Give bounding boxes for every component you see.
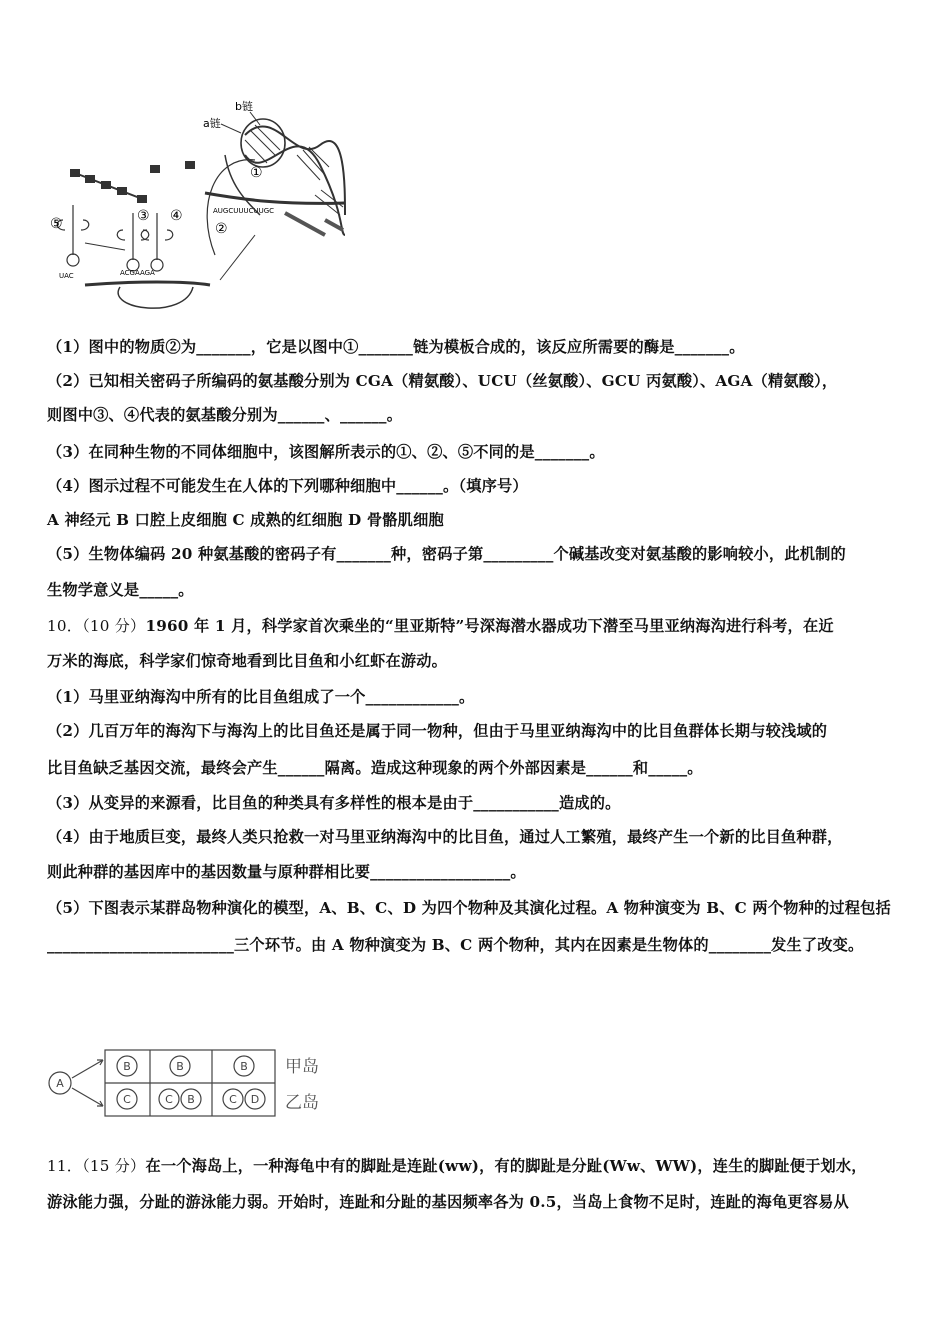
q10-part5-cont: ________________________三个环节。由 A 物种演变为 B、C 两个物种，其内在因素是生物体的________发生了改变。 <box>47 936 864 954</box>
arrow-to-island2 <box>72 1088 103 1106</box>
species-a: A <box>56 1077 64 1090</box>
rna-segment <box>225 155 260 215</box>
label-4: ④ <box>170 208 183 224</box>
strand-bases: AUGCUUUCUUGC <box>213 207 275 215</box>
island-speciation-figure <box>45 1048 335 1120</box>
q11-intro <box>47 1156 910 1176</box>
island1-species: B <box>123 1060 131 1073</box>
q9-part1: （1）图中的物质②为_______，它是以图中①_______链为模板合成的，该反应所需要的酶是_______。 <box>47 338 745 356</box>
q10-part2-cont: 比目鱼缺乏基因交流，最终会产生______隔离。造成这种现象的两个外部因素是______和_____。 <box>47 759 703 777</box>
mrna-codons: ACGAAGA <box>120 269 155 277</box>
q10-intro <box>47 616 910 636</box>
q10-part5: （5）下图表示某群岛物种演化的模型，A、B、C、D 为四个物种及其演化过程。A 物种演变为 B、C 两个物种的过程包括 <box>47 899 891 917</box>
q10-part1: （1）马里亚纳海沟中所有的比目鱼组成了一个____________。 <box>47 688 475 706</box>
label-5: ⑤ <box>50 216 63 232</box>
q9-part5: （5）生物体编码 20 种氨基酸的密码子有_______种，密码子第_________个碱基改变对氨基酸的影响较小，此机制的 <box>47 545 846 563</box>
island2-species: C <box>229 1093 237 1106</box>
arrow-trna-out <box>85 243 125 250</box>
q11-intro-text: 在一个海岛上，一种海龟中有的脚趾是连趾(ww)，有的脚趾是分趾(Ww、WW)，连生的脚趾便于划水， <box>145 1157 867 1175</box>
q10-part4: （4）由于地质巨变，最终人类只抢救一对马里亚纳海沟中的比目鱼，通过人工繁殖，最终产生一个新的比目鱼种群， <box>47 828 843 846</box>
island2-species: C <box>123 1093 131 1106</box>
q10-intro-cont: 万米的海底，科学家们惊奇地看到比目鱼和小红虾在游动。 <box>47 652 448 670</box>
q9-part5-cont: 生物学意义是_____。 <box>47 581 194 599</box>
q10-part4-cont: 则此种群的基因库中的基因数量与原种群相比要__________________。 <box>47 863 526 881</box>
mrna-on-ribosome <box>85 282 210 285</box>
q10-intro-text: 1960 年 1 月，科学家首次乘坐的“里亚斯特”号深海潜水器成功下潜至马里亚纳海沟进行科考，在近 <box>145 617 834 635</box>
label-1: ① <box>250 165 263 181</box>
transcription-translation-figure <box>45 95 355 325</box>
a-chain-label: a链 <box>203 117 221 130</box>
q11-number: 11．（15 分） <box>47 1157 146 1175</box>
label-3: ③ <box>137 208 150 224</box>
q9-part2: （2）已知相关密码子所编码的氨基酸分别为 CGA（精氨酸）、UCU（丝氨酸）、GCU 丙氨酸）、AGA（精氨酸）， <box>47 372 838 390</box>
island1-species: B <box>176 1060 184 1073</box>
island2-species: B <box>187 1093 195 1106</box>
q11-intro-cont: 游泳能力强，分趾的游泳能力弱。开始时，连趾和分趾的基因频率各为 0.5，当岛上食物不足时，连趾的海龟更容易从 <box>47 1193 849 1211</box>
island1-label: 甲岛 <box>285 1057 319 1077</box>
peptide-bond-line <box>75 173 145 200</box>
q9-part4-options: A 神经元 B 口腔上皮细胞 C 成熟的红细胞 D 骨骼肌细胞 <box>47 511 444 529</box>
ribosome <box>118 287 193 308</box>
rna-segment <box>285 213 325 235</box>
label-2: ② <box>215 221 228 237</box>
q9-part4: （4）图示过程不可能发生在人体的下列哪种细胞中______。（填序号） <box>47 477 528 495</box>
trna-molecules <box>57 205 173 271</box>
anticodon-5: UAC <box>59 272 74 280</box>
a-chain-pointer <box>221 124 241 133</box>
island1-species: B <box>240 1060 248 1073</box>
q10-part2: （2）几百万年的海沟下与海沟上的比目鱼还是属于同一物种，但由于马里亚纳海沟中的比目鱼群体长期与较浅域的 <box>47 722 828 740</box>
arrow-to-ribosome <box>220 235 255 280</box>
q9-part3: （3）在同种生物的不同体细胞中，该图解所表示的①、②、⑤不同的是_______。 <box>47 443 605 461</box>
island2-species: C <box>165 1093 173 1106</box>
q10-part3: （3）从变异的来源看，比目鱼的种类具有多样性的根本是由于___________造成的。 <box>47 794 621 812</box>
q10-number: 10．（10 分） <box>47 617 146 635</box>
q9-part2-cont: 则图中③、④代表的氨基酸分别为______、______。 <box>47 406 403 424</box>
b-chain-label: b链 <box>235 100 253 113</box>
arrow-to-island1 <box>72 1060 103 1078</box>
island2-label: 乙岛 <box>285 1093 319 1113</box>
island2-species: D <box>250 1093 260 1106</box>
peptide-chain <box>70 161 195 203</box>
